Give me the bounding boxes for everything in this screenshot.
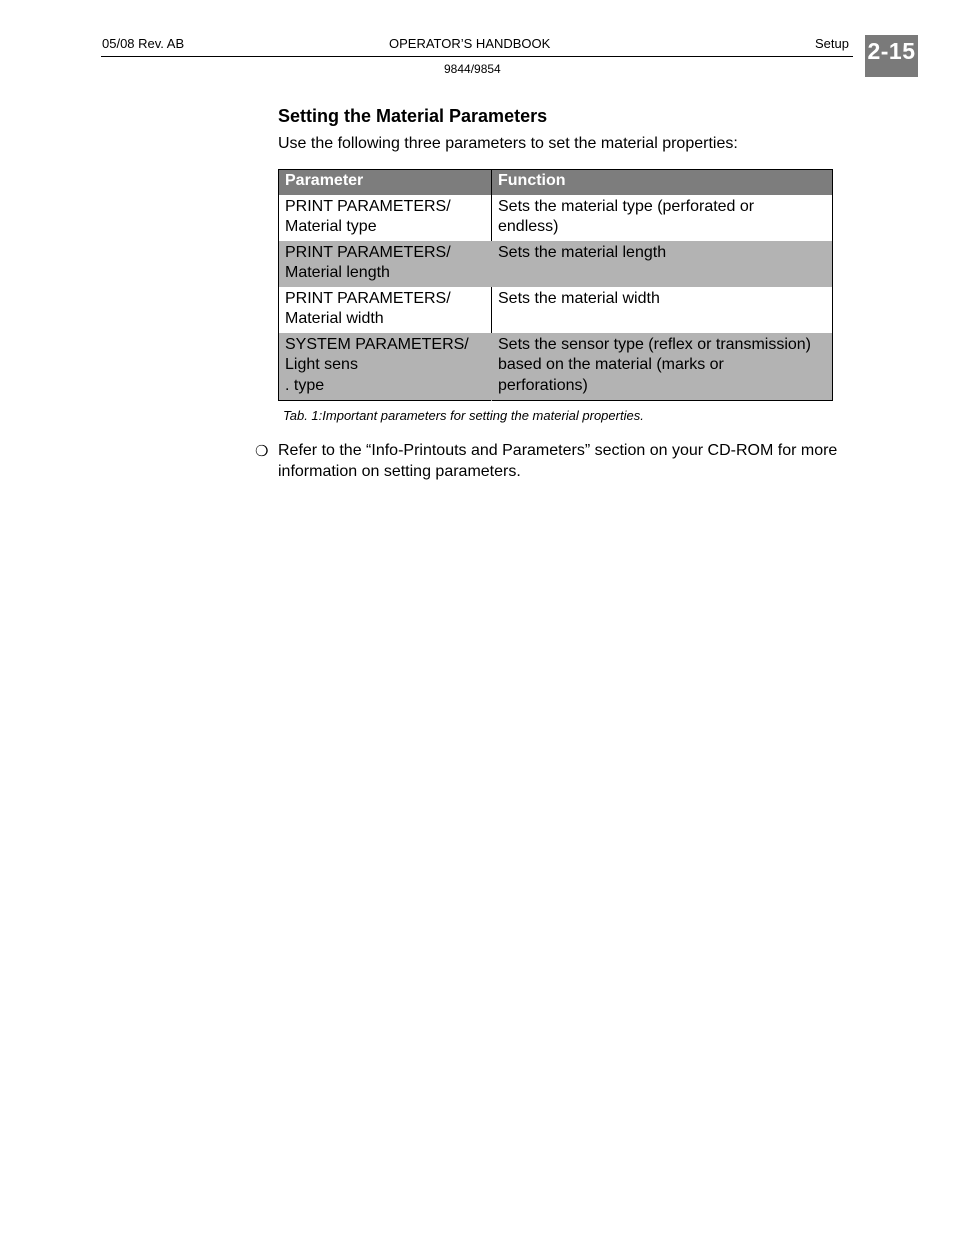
column-header-function: Function	[492, 170, 833, 195]
table-header-row	[279, 170, 833, 195]
header-revision: 05/08 Rev. AB	[102, 36, 185, 51]
table-row	[279, 241, 833, 287]
parameter-cell: PRINT PARAMETERS/ Material length	[279, 241, 492, 287]
header-title: OPERATOR’S HANDBOOK	[389, 36, 551, 51]
parameter-cell: PRINT PARAMETERS/ Material width	[279, 287, 492, 333]
parameter-cell: PRINT PARAMETERS/ Material type	[279, 195, 492, 241]
parameters-table	[278, 169, 833, 401]
header-model-number: 9844/9854	[444, 62, 501, 76]
header-section: Setup	[815, 36, 849, 51]
intro-paragraph: Use the following three parameters to set the material properties:	[278, 135, 738, 152]
circle-bullet-icon: ❍	[255, 442, 269, 460]
reference-note: Refer to the “Info-Printouts and Parameters” section on your CD-ROM for more information on setting parameters.	[278, 442, 838, 480]
function-cell: Sets the sensor type (reflex or transmission) based on the material (marks or perforations)	[492, 333, 833, 401]
table-row	[279, 195, 833, 241]
table-row	[279, 333, 833, 401]
section-title: Setting the Material Parameters	[278, 106, 548, 126]
function-cell: Sets the material width	[498, 289, 660, 307]
table-caption: Tab. 1:Important parameters for setting the material properties.	[283, 408, 644, 423]
page-number-badge: 2-15	[865, 35, 918, 77]
column-header-parameter: Parameter	[279, 170, 492, 195]
function-cell: Sets the material length	[492, 241, 833, 287]
header-divider	[101, 56, 853, 57]
table-row	[279, 287, 833, 333]
function-cell: Sets the material type (perforated or endless)	[498, 197, 755, 235]
parameter-cell: SYSTEM PARAMETERS/ Light sens . type	[279, 333, 492, 401]
